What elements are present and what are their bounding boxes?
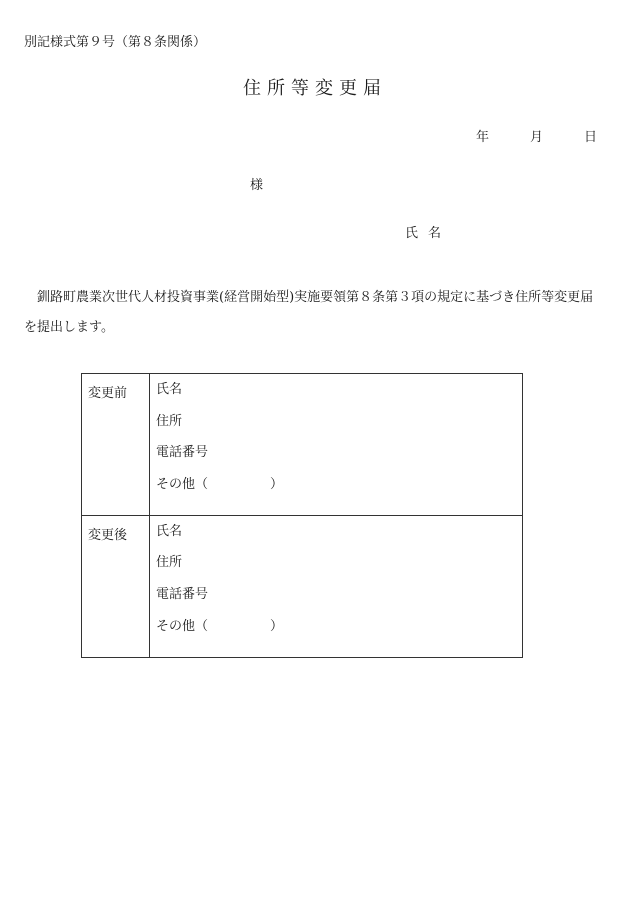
form-number: 別記様式第９号（第８条関係）	[24, 35, 207, 50]
addressee-suffix: 様	[250, 178, 264, 193]
field-phone-after: 電話番号	[156, 587, 209, 603]
date-year-label: 年	[476, 130, 490, 145]
field-phone-before: 電話番号	[156, 445, 209, 461]
other-close-after: ）	[270, 618, 284, 634]
field-other-after	[156, 619, 522, 651]
table-row-before	[82, 374, 523, 516]
section-fields-after	[150, 515, 523, 657]
body-text: 釧路町農業次世代人材投資事業(経営開始型)実施要領第８条第３項の規定に基づき住所等変更届を提出します。	[24, 290, 594, 335]
field-name-after: 氏名	[156, 523, 183, 539]
date-month-label: 月	[530, 130, 544, 145]
field-other-before	[156, 477, 522, 509]
form-title: 住所等変更届	[243, 78, 387, 99]
section-label-after: 変更後	[82, 515, 150, 657]
table-row-after	[82, 515, 523, 657]
other-open-after: その他（	[156, 618, 209, 634]
change-table	[81, 373, 523, 658]
field-address-after: 住所	[156, 555, 183, 571]
section-fields-before	[150, 374, 523, 516]
other-close-before: ）	[270, 477, 284, 493]
section-label-before: 変更前	[82, 374, 150, 516]
date-day-label: 日	[584, 130, 598, 145]
applicant-name-label: 氏名	[405, 226, 452, 241]
field-address-before: 住所	[156, 413, 183, 429]
field-name-before: 氏名	[156, 382, 183, 397]
other-open-before: その他（	[156, 477, 209, 493]
